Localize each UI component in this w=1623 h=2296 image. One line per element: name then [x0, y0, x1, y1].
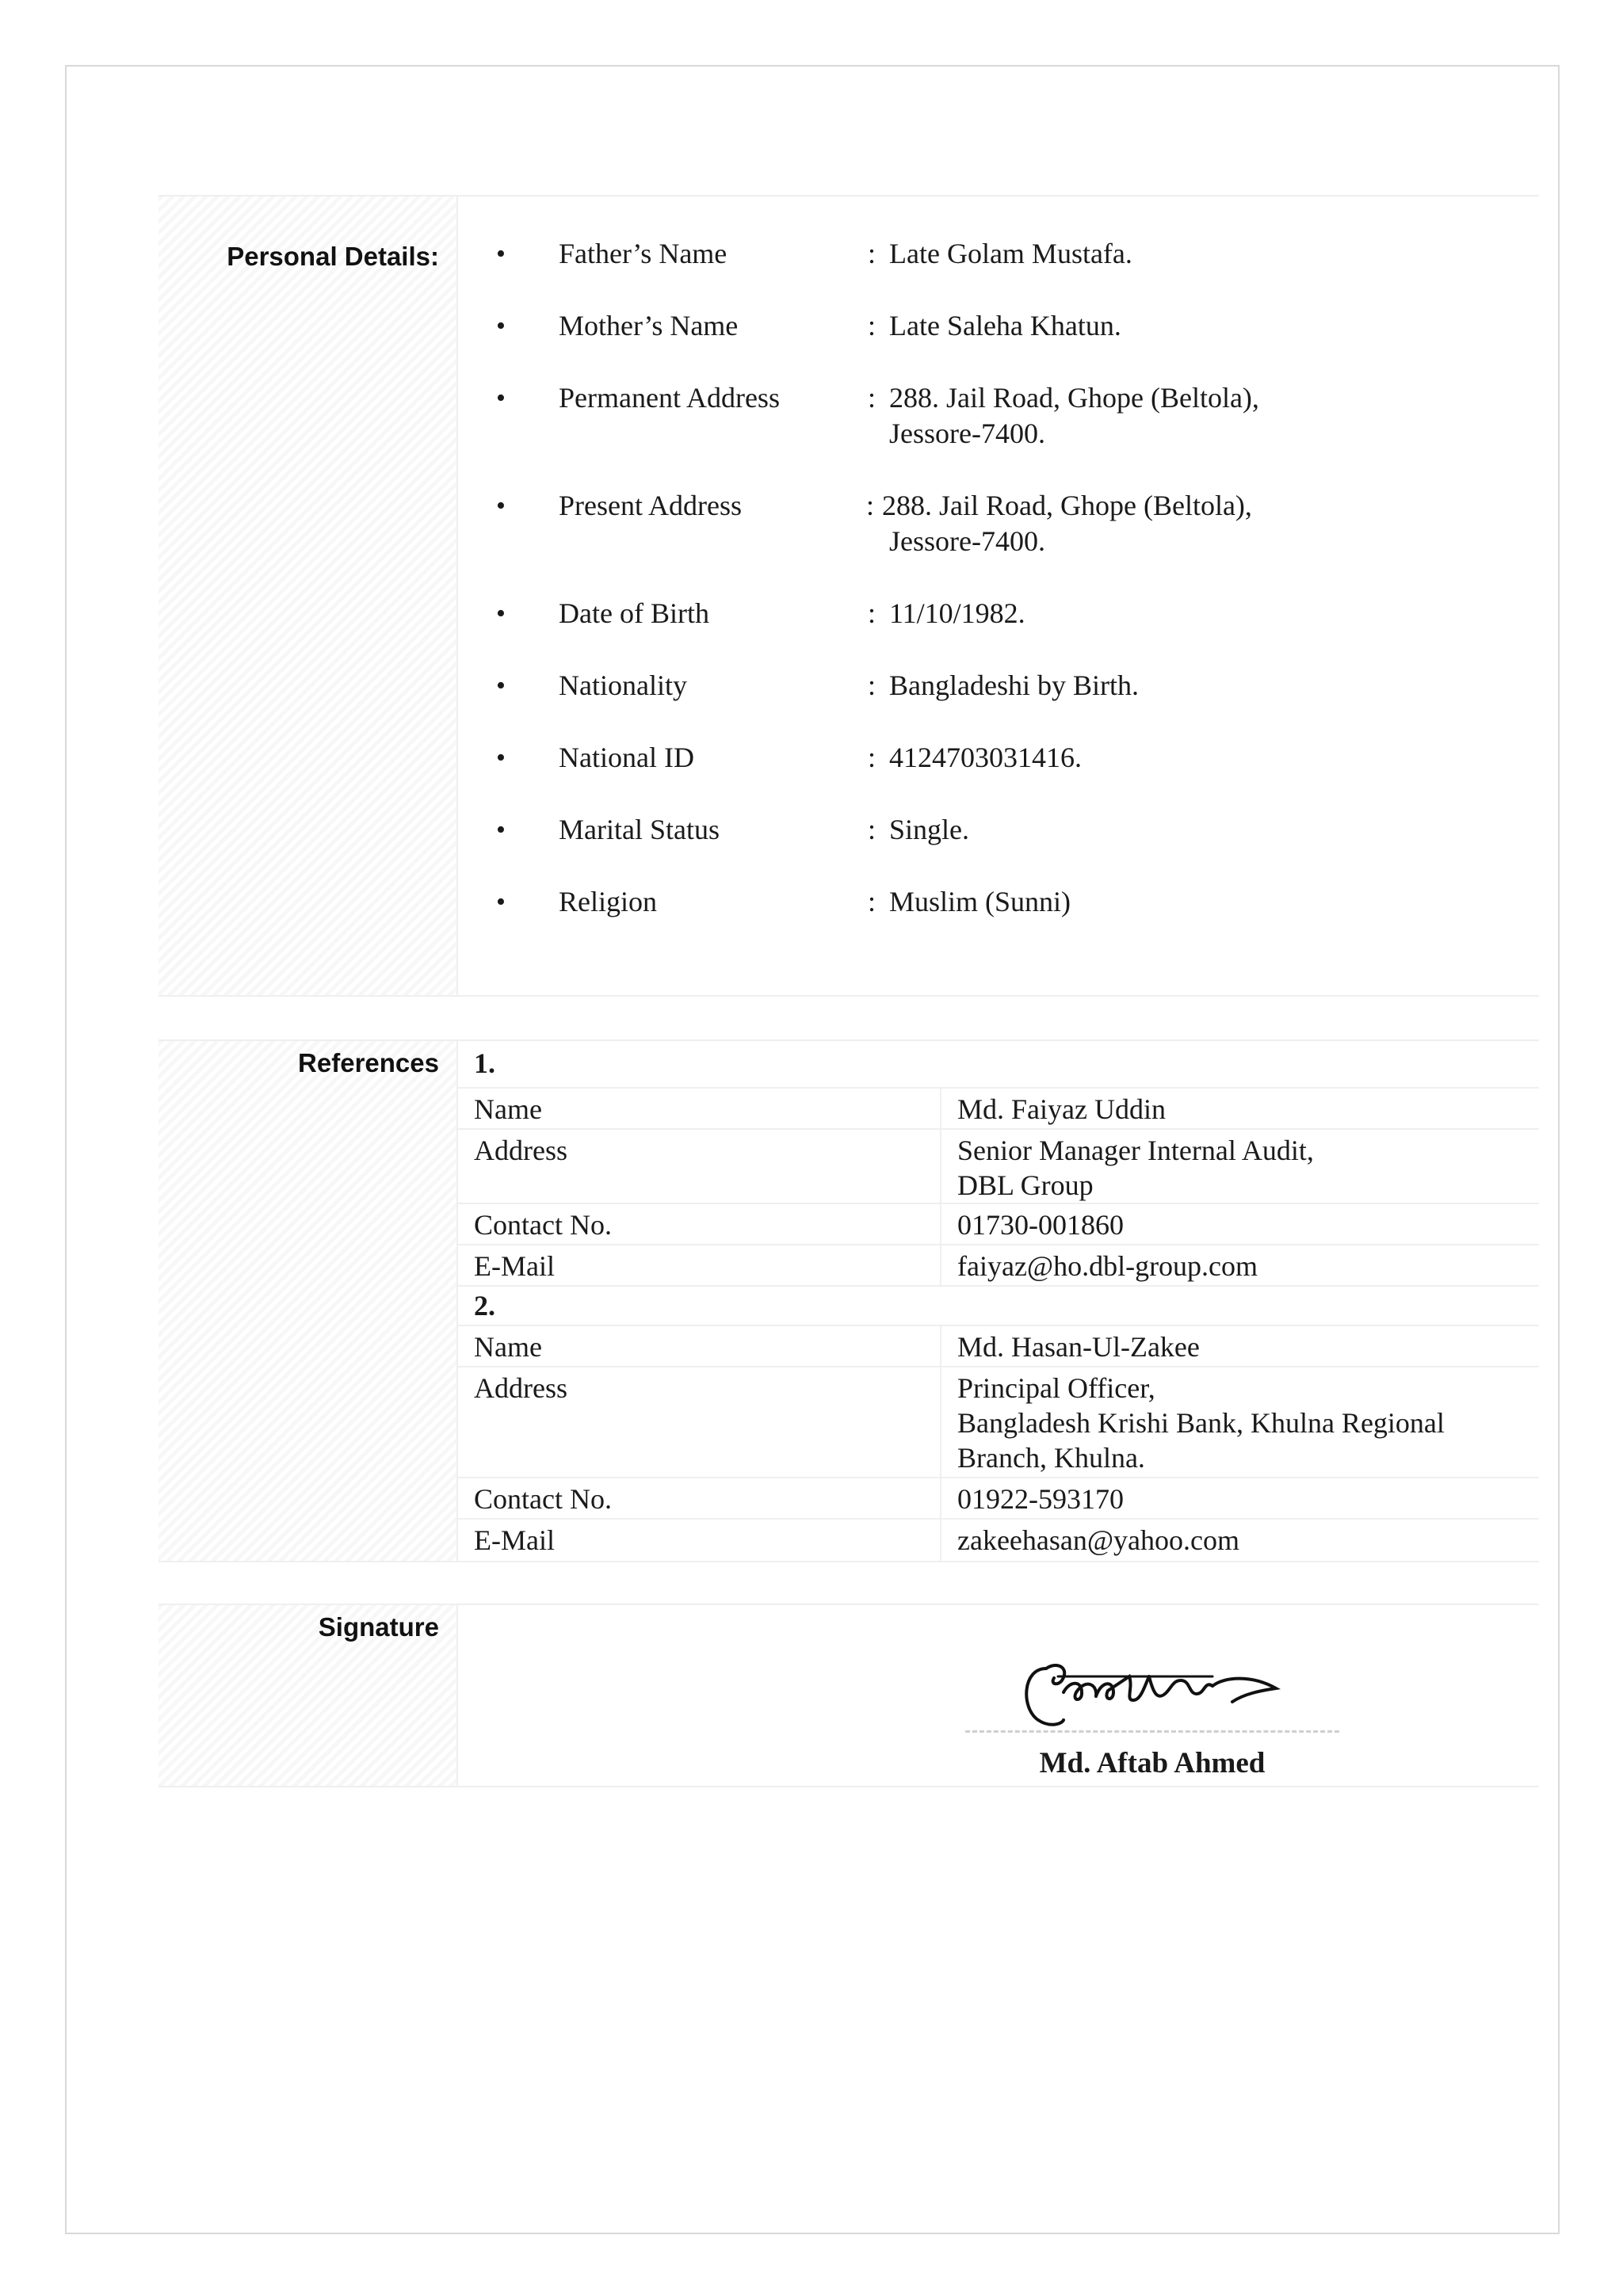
- reference-email-link[interactable]: faiyaz@ho.dbl-group.com: [957, 1250, 1258, 1282]
- reference-email-link[interactable]: zakeehasan@yahoo.com: [957, 1524, 1239, 1556]
- detail-label: Present Address: [559, 490, 742, 521]
- detail-value: Muslim (Sunni): [889, 886, 1071, 917]
- column-divider: [940, 1478, 941, 1518]
- reference-field-label: E-Mail: [474, 1524, 555, 1556]
- detail-value: Bangladeshi by Birth.: [889, 669, 1139, 701]
- bullet-icon: •: [496, 491, 506, 521]
- detail-colon: :: [868, 382, 876, 414]
- detail-label: Marital Status: [559, 814, 720, 845]
- table-row: [458, 1204, 1539, 1245]
- detail-colon: :: [866, 490, 875, 521]
- reference-field-value-line3: Branch, Khulna.: [957, 1442, 1145, 1474]
- reference-number-row: [458, 1287, 1539, 1326]
- references-section: [158, 1039, 1539, 1562]
- bullet-icon: •: [496, 599, 506, 628]
- reference-field-value: Senior Manager Internal Audit,: [957, 1135, 1314, 1166]
- column-divider: [940, 1326, 941, 1366]
- detail-label: Religion: [559, 886, 657, 917]
- detail-label: Nationality: [559, 669, 687, 701]
- detail-colon: :: [868, 669, 876, 701]
- detail-value: 288. Jail Road, Ghope (Beltola),: [889, 382, 1259, 414]
- handwritten-signature-image: [1014, 1645, 1284, 1740]
- detail-label: National ID: [559, 742, 694, 773]
- signature-line: [965, 1730, 1339, 1733]
- detail-value-line2: Jessore-7400.: [889, 525, 1045, 557]
- table-row: [458, 1245, 1539, 1287]
- reference-field-value: Md. Faiyaz Uddin: [957, 1093, 1166, 1125]
- reference-field-label: Contact No.: [474, 1483, 612, 1515]
- bullet-icon: •: [496, 815, 506, 845]
- table-row: [458, 1520, 1539, 1562]
- reference-field-label: E-Mail: [474, 1250, 555, 1282]
- detail-colon: :: [868, 597, 876, 629]
- reference-field-value: 01922-593170: [957, 1483, 1124, 1515]
- detail-colon: :: [868, 886, 876, 917]
- detail-value: 288. Jail Road, Ghope (Beltola),: [882, 490, 1252, 521]
- reference-field-label: Contact No.: [474, 1209, 612, 1241]
- bullet-icon: •: [496, 383, 506, 413]
- detail-label: Permanent Address: [559, 382, 780, 414]
- reference-number: 2.: [474, 1290, 495, 1322]
- table-row: [458, 1130, 1539, 1204]
- detail-value: Late Saleha Khatun.: [889, 310, 1121, 341]
- reference-field-value: Md. Hasan-Ul-Zakee: [957, 1331, 1200, 1363]
- column-divider: [940, 1245, 941, 1285]
- reference-field-label: Name: [474, 1331, 542, 1363]
- bullet-icon: •: [496, 887, 506, 917]
- signature-section: [158, 1604, 1539, 1787]
- references-heading: References: [298, 1048, 439, 1077]
- references-label-column: [158, 1041, 458, 1561]
- reference-number: 1.: [474, 1047, 495, 1079]
- reference-field-label: Name: [474, 1093, 542, 1125]
- reference-field-value-line2: Bangladesh Krishi Bank, Khulna Regional: [957, 1407, 1445, 1439]
- column-divider: [940, 1204, 941, 1244]
- column-divider: [940, 1130, 941, 1203]
- personal-details-label-column: [158, 196, 458, 995]
- reference-field-value: 01730-001860: [957, 1209, 1124, 1241]
- detail-colon: :: [868, 238, 876, 269]
- detail-colon: :: [868, 310, 876, 341]
- bullet-icon: •: [496, 239, 506, 269]
- detail-label: Date of Birth: [559, 597, 709, 629]
- signature-heading: Signature: [318, 1612, 439, 1642]
- table-row: [458, 1478, 1539, 1520]
- signature-label-column: [158, 1605, 458, 1786]
- detail-value: Late Golam Mustafa.: [889, 238, 1132, 269]
- reference-field-value: Principal Officer,: [957, 1372, 1155, 1404]
- detail-value: Single.: [889, 814, 970, 845]
- detail-value: 4124703031416.: [889, 742, 1082, 773]
- detail-value: 11/10/1982.: [889, 597, 1025, 629]
- table-row: [458, 1326, 1539, 1367]
- reference-number-row: [458, 1041, 1539, 1089]
- detail-value-line2: Jessore-7400.: [889, 418, 1045, 449]
- reference-field-label: Address: [474, 1135, 567, 1166]
- reference-field-label: Address: [474, 1372, 567, 1404]
- personal-details-section: [158, 195, 1539, 997]
- column-divider: [940, 1367, 941, 1477]
- bullet-icon: •: [496, 311, 506, 341]
- personal-details-heading: Personal Details:: [227, 242, 439, 271]
- column-divider: [940, 1089, 941, 1128]
- table-row: [458, 1089, 1539, 1130]
- bullet-icon: •: [496, 671, 506, 700]
- detail-colon: :: [868, 742, 876, 773]
- bullet-icon: •: [496, 743, 506, 772]
- signatory-name: Md. Aftab Ahmed: [1039, 1747, 1266, 1779]
- reference-field-value-line2: DBL Group: [957, 1169, 1094, 1201]
- column-divider: [940, 1520, 941, 1562]
- detail-label: Father’s Name: [559, 238, 727, 269]
- detail-colon: :: [868, 814, 876, 845]
- detail-label: Mother’s Name: [559, 310, 739, 341]
- table-row: [458, 1367, 1539, 1478]
